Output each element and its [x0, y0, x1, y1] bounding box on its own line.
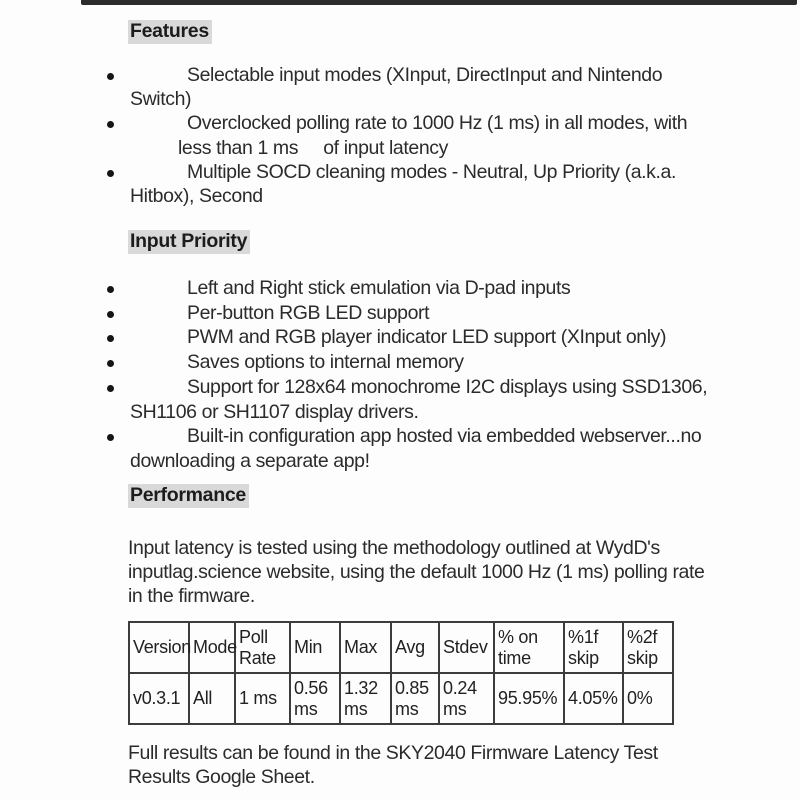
- latency-results-table: [128, 621, 674, 725]
- list-item: [105, 424, 765, 449]
- list-item: [105, 111, 765, 135]
- section-heading-input-priority: Input Priority: [128, 230, 250, 254]
- col-header-min: Min: [290, 622, 340, 673]
- cell-pct-2f-skip: 0%: [623, 673, 673, 724]
- list-item-continuation: [105, 87, 765, 111]
- bullet-icon: [107, 311, 114, 318]
- bullet-icon: [107, 360, 114, 367]
- list-item-continuation: [105, 449, 765, 474]
- list-item-continuation: [105, 136, 765, 160]
- bullet-icon: [107, 385, 114, 392]
- list-item-text: Overclocked polling rate to 1000 Hz (1 ms) in all modes, with: [187, 112, 688, 135]
- bullet-icon: [107, 73, 114, 80]
- list-item-text: Hitbox), Second: [130, 185, 263, 208]
- list-item-text: downloading a separate app!: [130, 449, 370, 472]
- list-item-text: Per-button RGB LED support: [187, 301, 430, 324]
- section-heading-performance: Performance: [128, 484, 249, 508]
- cell-pct-on-time: 95.95%: [494, 673, 564, 724]
- cell-poll-rate: 1 ms: [235, 673, 290, 724]
- table-header-row: [129, 622, 673, 673]
- paragraph-line: in the firmware.: [128, 585, 255, 607]
- cell-mode: All: [189, 673, 235, 724]
- bullet-icon: [107, 170, 114, 177]
- input-priority-bullet-list: [105, 276, 765, 474]
- list-item-text: Left and Right stick emulation via D-pad inputs: [187, 277, 571, 299]
- list-item-text: Selectable input modes (XInput, DirectInput and Nintendo: [187, 64, 663, 86]
- footer-note: [128, 741, 658, 789]
- performance-paragraph: [128, 536, 704, 608]
- list-item: [105, 325, 765, 350]
- section-heading-features: Features: [128, 20, 212, 44]
- col-header-poll-rate: Poll Rate: [235, 622, 290, 673]
- bullet-icon: [107, 121, 114, 128]
- cell-version: v0.3.1: [129, 673, 189, 724]
- list-item-text: Multiple SOCD cleaning modes - Neutral, Up Priority (a.k.a.: [187, 160, 676, 183]
- cell-stdev: 0.24 ms: [439, 673, 494, 724]
- cell-avg: 0.85 ms: [391, 673, 439, 724]
- bullet-icon: [107, 335, 114, 342]
- col-header-avg: Avg: [391, 622, 439, 673]
- list-item: [105, 276, 765, 301]
- col-header-mode: Mode: [189, 622, 235, 673]
- footer-line: Full results can be found in the SKY2040 Firmware Latency Test: [128, 742, 658, 764]
- list-item: [105, 160, 765, 184]
- features-bullet-list: [105, 63, 765, 208]
- table-row: [129, 673, 673, 724]
- list-item-continuation: [105, 184, 765, 208]
- list-item-text: less than 1 ms of input latency: [178, 136, 448, 159]
- col-header-pct-on-time: % on time: [494, 622, 564, 673]
- cell-pct-1f-skip: 4.05%: [564, 673, 623, 724]
- col-header-pct-2f-skip: %2f skip: [623, 622, 673, 673]
- paragraph-line: Input latency is tested using the methodology outlined at WydD's: [128, 537, 660, 559]
- list-item-text: SH1106 or SH1107 display drivers.: [130, 400, 419, 423]
- bullet-icon: [107, 434, 114, 441]
- footer-line: Results Google Sheet.: [128, 766, 315, 788]
- list-item-text: Support for 128x64 monochrome I2C displays using SSD1306,: [187, 375, 708, 398]
- cell-max: 1.32 ms: [340, 673, 391, 724]
- col-header-stdev: Stdev: [439, 622, 494, 673]
- col-header-pct-1f-skip: %1f skip: [564, 622, 623, 673]
- list-item: [105, 63, 765, 87]
- col-header-version: Version: [129, 622, 189, 673]
- col-header-max: Max: [340, 622, 391, 673]
- paragraph-line: inputlag.science website, using the default 1000 Hz (1 ms) polling rate: [128, 561, 705, 583]
- list-item: [105, 350, 765, 375]
- list-item-continuation: [105, 400, 765, 425]
- list-item-text: Built-in configuration app hosted via embedded webserver...no: [187, 425, 702, 448]
- window-edge-bar: [81, 0, 797, 5]
- list-item-text: Switch): [130, 88, 192, 111]
- list-item: [105, 301, 765, 326]
- cell-min: 0.56 ms: [290, 673, 340, 724]
- list-item: [105, 375, 765, 400]
- list-item-text: Saves options to internal memory: [187, 351, 464, 374]
- bullet-icon: [107, 286, 114, 293]
- list-item-text: PWM and RGB player indicator LED support (XInput only): [187, 326, 667, 349]
